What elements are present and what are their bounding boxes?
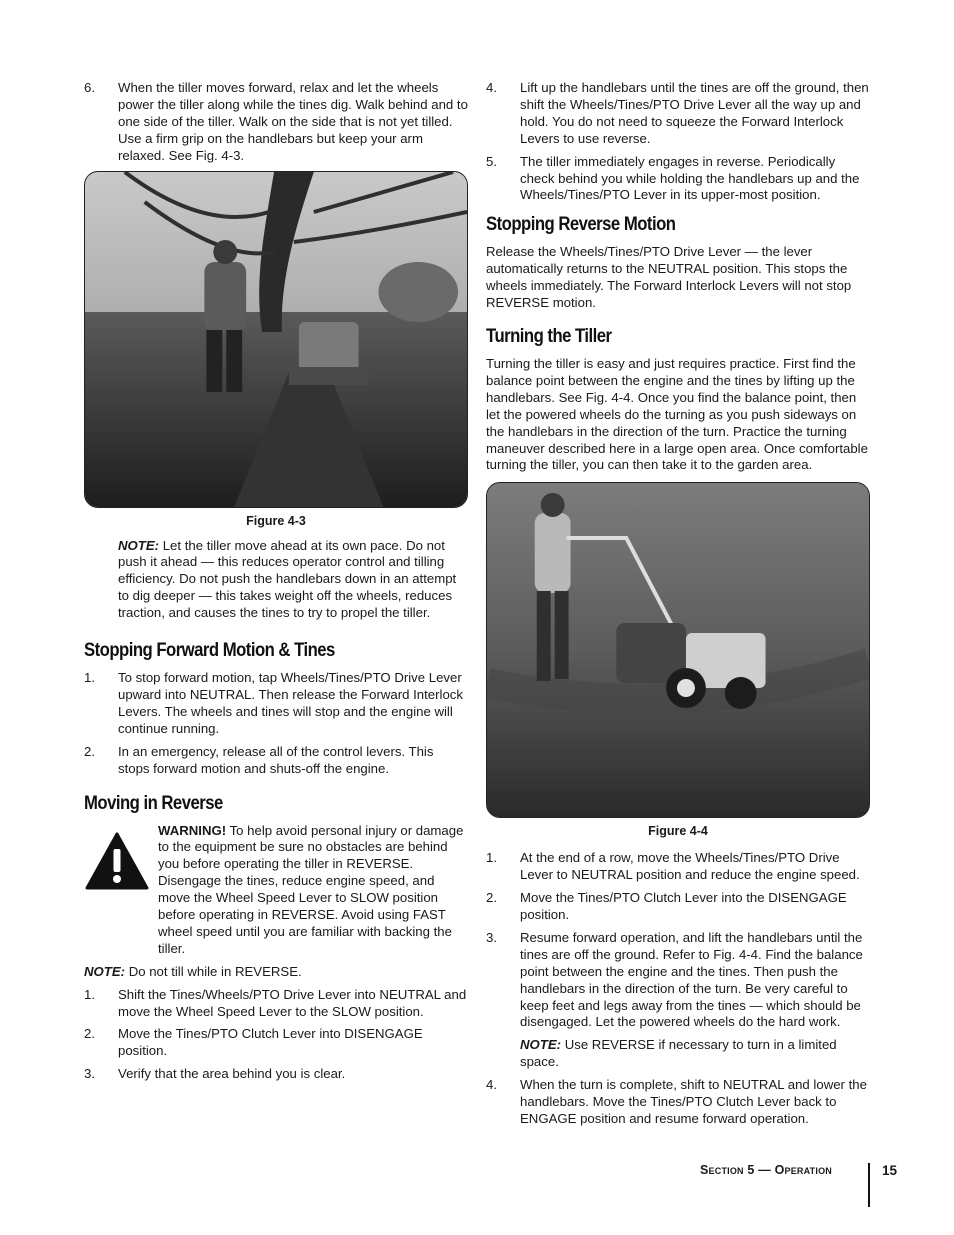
step-text: When the tiller moves forward, relax and let the wheels power the tiller along while the tines dig. Walk behind and to one side of the tiller. Walk on the side that is not yet tilled. Use a firm grip on the handlebars but keep your arm relaxed. See Fig. 4-3. <box>118 80 468 163</box>
step-text: Lift up the handlebars until the tines are off the ground, then shift the Wheels/Tines/PTO Drive Lever all the way up and hold. You do not need to squeeze the Forward Interlock Levers to use reverse. <box>520 80 869 146</box>
step-text: To stop forward motion, tap Wheels/Tines/PTO Drive Lever upward into NEUTRAL. Then release the Forward Interlock Levers. The wheels and tines will stop and the engine will continue running. <box>118 670 463 736</box>
figure-4-3-photo <box>84 171 468 508</box>
warning-block <box>84 823 468 958</box>
note-text: Let the tiller move ahead at its own pace. Do not push it ahead — this reduces operator control and tilling efficiency. Do not push the handlebars down in an attempt to dig deeper — this takes weight off the wheels, reduces traction, and causes the tines to try to propel the tiller. <box>118 537 457 621</box>
note-paragraph <box>84 538 468 623</box>
list-item <box>486 1077 870 1128</box>
figure-caption: Figure 4-3 <box>246 513 306 528</box>
step-number: 1. <box>486 850 497 866</box>
step-number: 1. <box>84 986 95 1002</box>
figure-caption: Figure 4-4 <box>648 824 708 839</box>
step-list-reverse <box>84 987 468 1084</box>
note-label: NOTE: <box>520 1037 562 1053</box>
list-item <box>486 80 870 148</box>
section-heading: Stopping Reverse Motion <box>486 214 676 236</box>
list-item <box>84 670 468 738</box>
figure-4-4-photo <box>486 482 870 818</box>
note-text: Do not till while in REVERSE. <box>125 963 302 979</box>
step-number: 1. <box>84 670 95 686</box>
step-number: 2. <box>486 890 497 906</box>
list-item <box>84 80 468 165</box>
note-label: NOTE: <box>118 537 160 553</box>
step-text: Verify that the area behind you is clear. <box>118 1066 346 1082</box>
left-column <box>84 80 468 1089</box>
right-column <box>486 80 870 1134</box>
list-item <box>486 154 870 205</box>
note-paragraph <box>84 964 468 981</box>
tiller-turning-photo <box>487 483 869 817</box>
step-list-reverse-continued <box>486 80 870 204</box>
step-number: 3. <box>486 929 497 945</box>
step-number: 3. <box>84 1066 95 1082</box>
list-item <box>84 1066 468 1083</box>
note-label: NOTE: <box>84 963 126 979</box>
footer-divider <box>868 1163 870 1207</box>
list-item <box>486 850 870 884</box>
page-number: 15 <box>882 1163 898 1178</box>
step-number: 5. <box>486 153 497 169</box>
list-item <box>486 890 870 924</box>
step-text: At the end of a row, move the Wheels/Tines/PTO Drive Lever to NEUTRAL position and reduce the engine speed. <box>520 850 860 883</box>
step-list-turning <box>486 850 870 1031</box>
note-text: Use REVERSE if necessary to turn in a limited space. <box>520 1037 837 1070</box>
step-text: Move the Tines/PTO Clutch Lever into DISENGAGE position. <box>118 1026 423 1059</box>
warning-text: To help avoid personal injury or damage to the equipment be sure no obstacles are behind you before operating the tiller in REVERSE. Disengage the tines, reduce engine speed, and move the Wheel Speed Lever to SLOW position before operating in REVERSE. Avoid using FAST wheel speed until you are familiar with backing the tiller. <box>158 822 464 956</box>
warning-paragraph <box>158 823 468 958</box>
section-heading: Turning the Tiller <box>486 325 612 347</box>
note-paragraph <box>486 1037 870 1071</box>
step-number: 2. <box>84 743 95 759</box>
body-paragraph: Release the Wheels/Tines/PTO Drive Lever — the lever automatically returns to the NEUTRAL position. This stops the wheels immediately. The Forward Interlock Levers will not stop REVERSE motion. <box>486 244 852 311</box>
step-number: 4. <box>486 80 497 95</box>
step-text: When the turn is complete, shift to NEUTRAL and lower the handlebars. Move the Tines/PTO Clutch Lever back to ENGAGE position and resume forward operation. <box>520 1077 867 1126</box>
step-number: 2. <box>84 1026 95 1042</box>
list-item <box>486 930 870 1031</box>
footer-section-label: Section 5 — Operation <box>700 1163 832 1177</box>
step-text: The tiller immediately engages in reverse. Periodically check behind you while holding the handlebars up and the Wheels/Tines/PTO Lever in its upper-most position. <box>520 153 860 203</box>
list-item <box>84 744 468 778</box>
step-list-forward <box>84 80 468 165</box>
tiller-walking-photo <box>85 172 467 507</box>
step-list-stop-forward <box>84 670 468 777</box>
body-paragraph: Turning the tiller is easy and just requires practice. First find the balance point between the engine and the tines by lifting up the handlebars. See Fig. 4-4. Once you find the balance point, then let the powered wheels do the turning as you push sideways on the handlebars in the direction of the turn. Practice the turning maneuver described here in a large open area. Once comfortable turning the tiller, you can then take it to the garden area. <box>486 355 868 473</box>
step-text: Move the Tines/PTO Clutch Lever into the DISENGAGE position. <box>520 890 847 923</box>
section-heading: Moving in Reverse <box>84 792 223 814</box>
list-item <box>84 1026 468 1060</box>
step-text: Resume forward operation, and lift the handlebars until the tines are off the ground. Refer to Fig. 4-4. Find the balance point between the engine and the tines. Then push the handlebars in the direction of the turn. Be very careful to keep feet and legs away from the tines — which should be disengaged. Let the powered wheels do the hard work. <box>520 929 863 1030</box>
warning-triangle-icon <box>84 831 150 891</box>
step-text: In an emergency, release all of the control levers. This stops forward motion and shuts-off the engine. <box>118 743 434 776</box>
warning-label: WARNING! <box>158 822 227 838</box>
step-number: 6. <box>84 80 95 95</box>
section-heading: Stopping Forward Motion & Tines <box>84 640 335 662</box>
step-text: Shift the Tines/Wheels/PTO Drive Lever into NEUTRAL and move the Wheel Speed Lever to the SLOW position. <box>118 986 467 1019</box>
step-number: 4. <box>486 1077 497 1093</box>
list-item <box>84 987 468 1021</box>
step-list-turning-end <box>486 1077 870 1128</box>
